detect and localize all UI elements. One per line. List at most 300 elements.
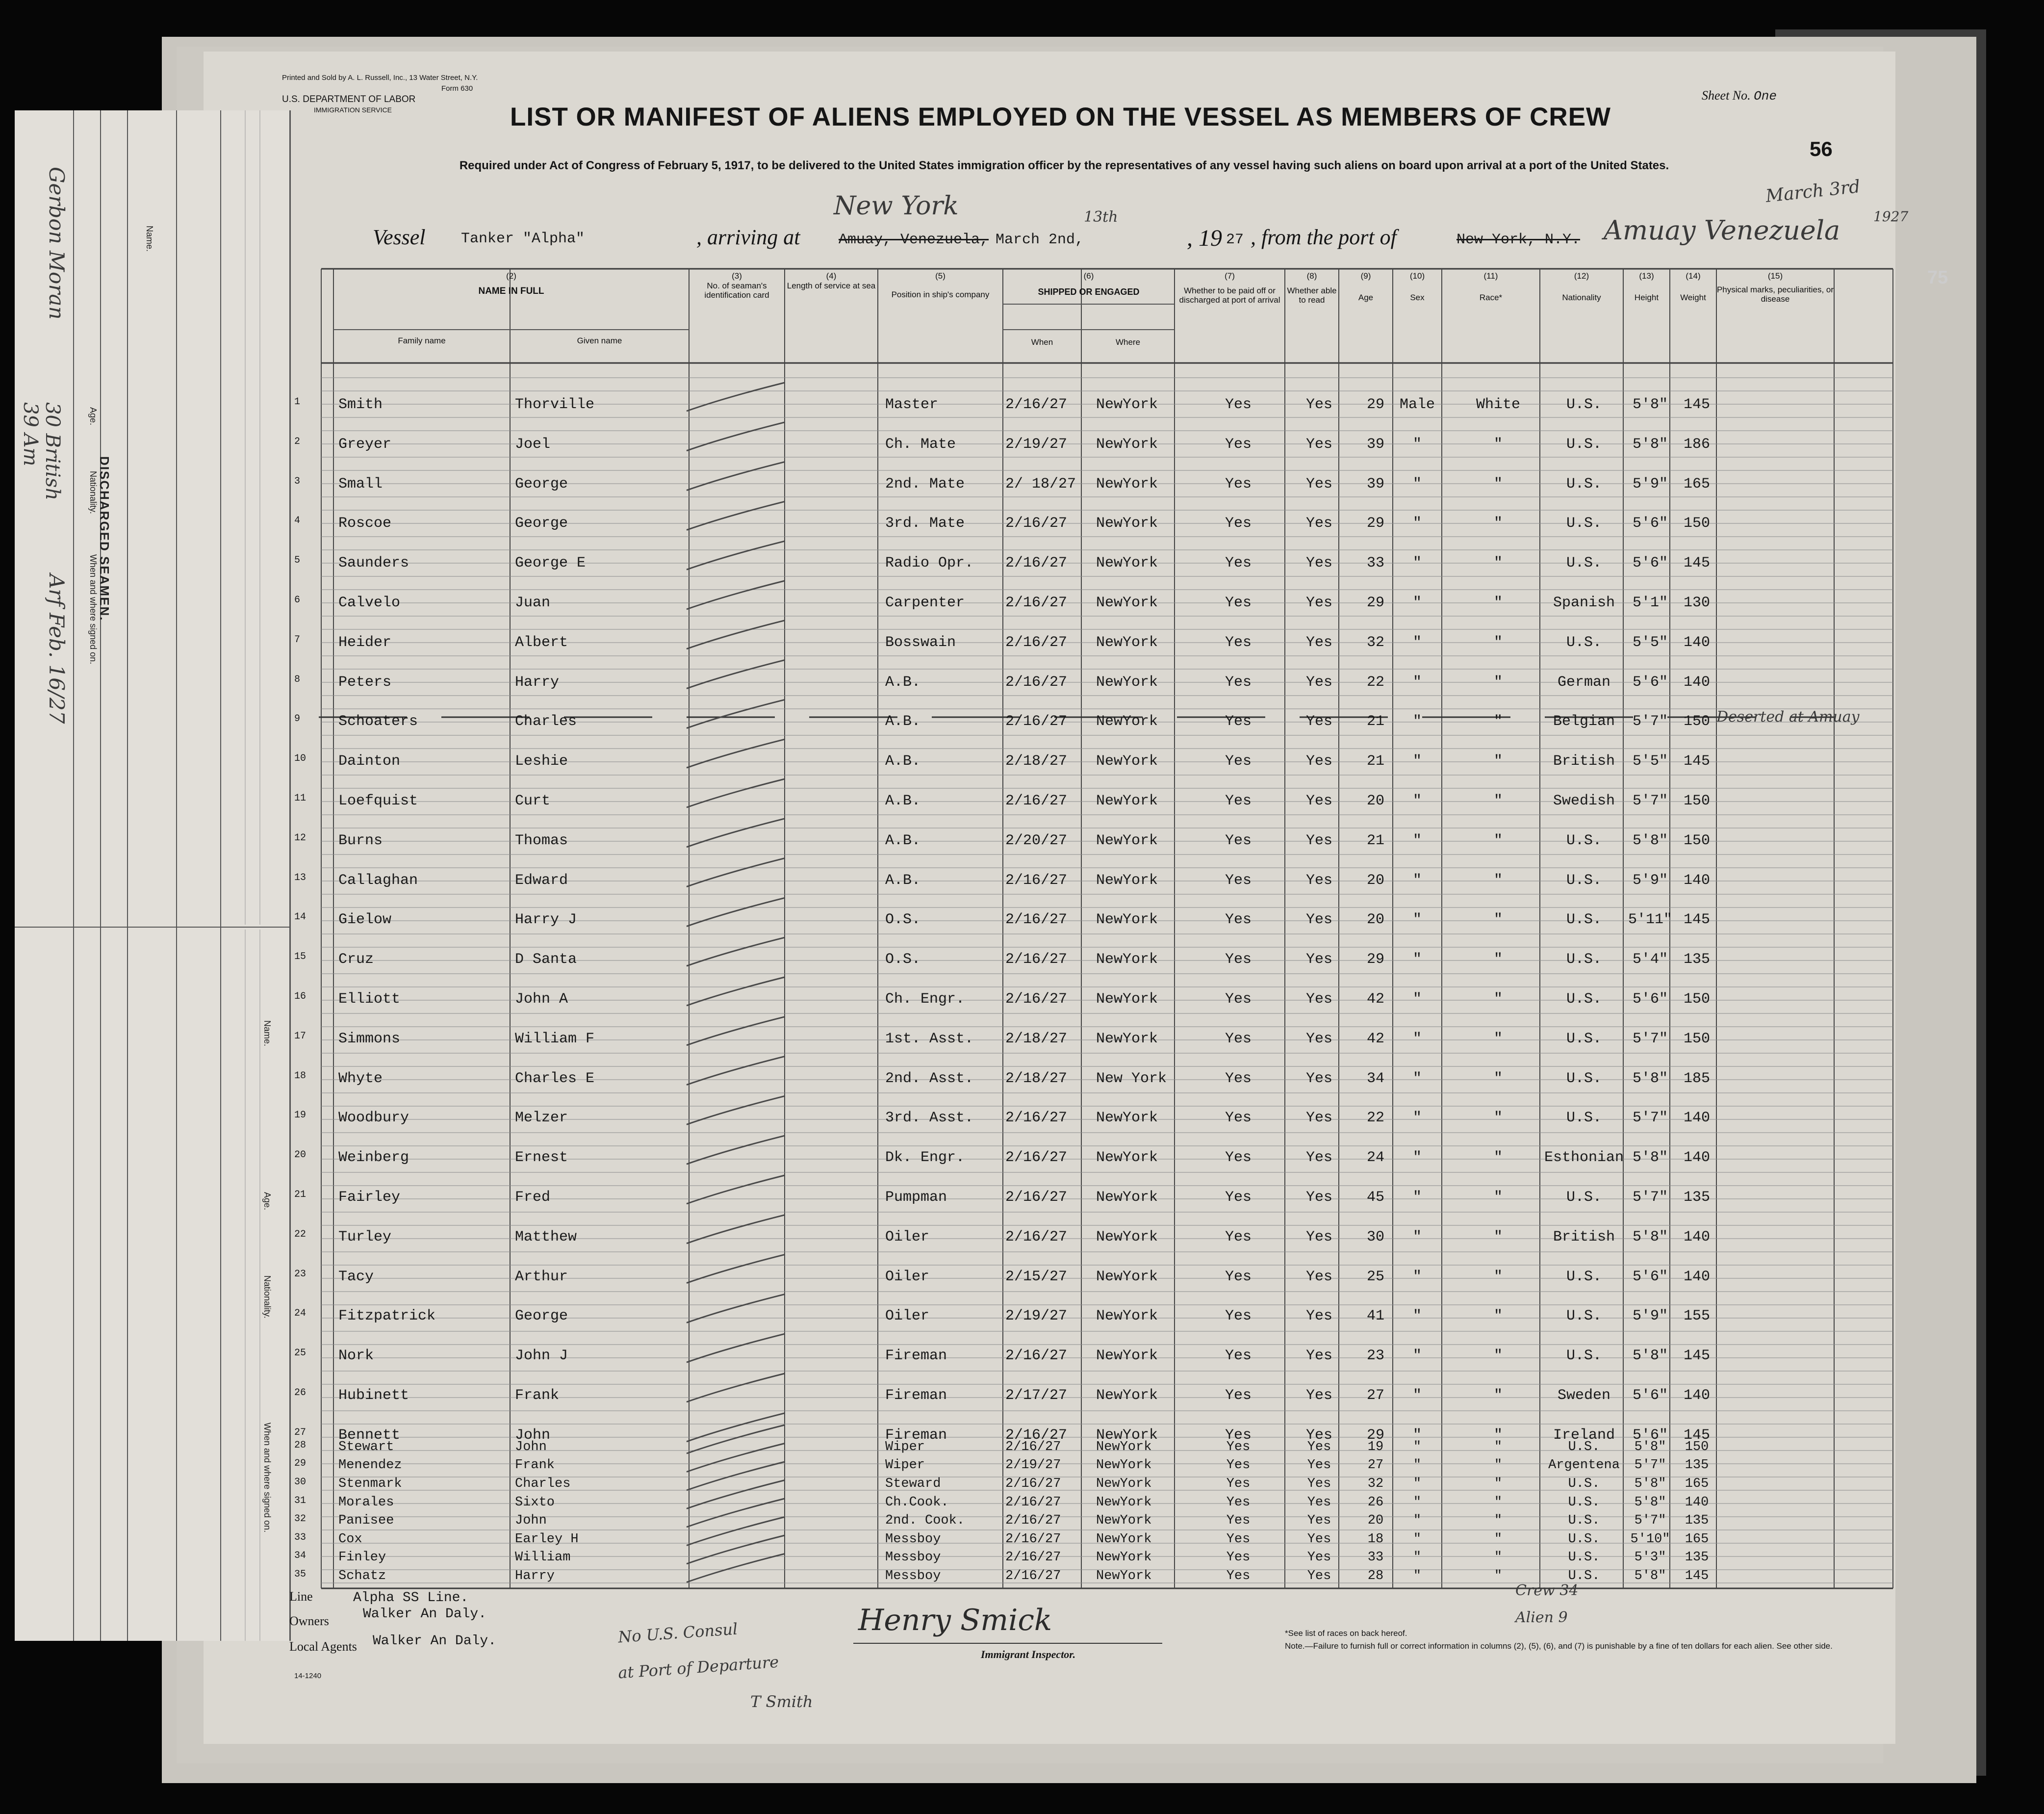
consul-hand-2: at Port of Departure	[617, 1652, 780, 1683]
cell-given: Arthur	[515, 1268, 568, 1285]
year-suffix: 27	[1226, 232, 1244, 248]
col-15-num: (15)	[1767, 271, 1783, 281]
cell-given: Harry	[515, 1569, 555, 1583]
cell-nat: Argentena	[1548, 1458, 1620, 1473]
cell-race: "	[1494, 1477, 1503, 1491]
cell-when: 2/16/27	[1005, 1477, 1061, 1491]
cell-when: 2/16/27	[1005, 872, 1068, 889]
cell-no: 26	[294, 1387, 307, 1399]
cell-family: Saunders	[338, 555, 409, 572]
cell-read: Yes	[1307, 1532, 1331, 1547]
cell-given: William	[515, 1550, 571, 1565]
cell-age: 27	[1367, 1458, 1384, 1473]
col-12-header	[1540, 271, 1623, 302]
cell-age: 22	[1366, 1110, 1384, 1127]
cell-race: "	[1493, 634, 1503, 651]
cell-age: 42	[1366, 1030, 1384, 1047]
cell-paid: Yes	[1225, 832, 1252, 849]
col-14-num: (14)	[1686, 271, 1701, 281]
cell-family: Elliott	[338, 991, 401, 1008]
cell-weight: 135	[1685, 1513, 1709, 1528]
pencil-tick	[687, 819, 785, 847]
cell-height: 5'7"	[1632, 713, 1668, 730]
cell-where: NewYork	[1096, 1030, 1158, 1047]
cell-family: Finley	[338, 1550, 386, 1565]
cell-family: Callaghan	[338, 872, 418, 889]
cell-family: Heider	[338, 634, 392, 651]
col-9-num: (9)	[1360, 271, 1371, 281]
cell-height: 5'7"	[1632, 1110, 1668, 1127]
cell-height: 5'9"	[1632, 872, 1668, 889]
col-13-header	[1623, 271, 1670, 302]
cell-read: Yes	[1305, 634, 1332, 651]
cell-age: 25	[1366, 1268, 1384, 1285]
cell-given: Thomas	[515, 832, 568, 849]
cell-no: 28	[294, 1440, 307, 1451]
cell-height: 5'6"	[1632, 1268, 1668, 1285]
date-hand: 13th	[1084, 208, 1118, 226]
cell-where: NewYork	[1096, 1550, 1152, 1565]
cell-position: Ch. Engr.	[885, 991, 965, 1008]
cell-read: Yes	[1307, 1550, 1331, 1565]
cell-age: 34	[1366, 1070, 1384, 1087]
cell-read: Yes	[1307, 1569, 1331, 1583]
cell-read: Yes	[1305, 991, 1332, 1008]
cell-no: 13	[294, 872, 307, 883]
cell-read: Yes	[1305, 951, 1332, 968]
cell-height: 5'5"	[1632, 634, 1668, 651]
cell-no: 16	[294, 991, 307, 1002]
cell-sex: "	[1412, 515, 1422, 532]
cell-read: Yes	[1305, 911, 1332, 929]
cell-where: NewYork	[1096, 1308, 1158, 1325]
cell-weight: 150	[1683, 713, 1710, 730]
cell-paid: Yes	[1225, 1268, 1252, 1285]
cell-paid: Yes	[1225, 595, 1252, 611]
col-6-header	[1003, 271, 1175, 297]
cell-age: 26	[1367, 1495, 1384, 1510]
cell-no: 32	[294, 1513, 307, 1525]
col-14-title: Weight	[1680, 292, 1706, 302]
cell-sex: "	[1412, 555, 1422, 572]
cell-race: "	[1494, 1550, 1503, 1565]
cell-paid: Yes	[1225, 951, 1252, 968]
cell-weight: 140	[1683, 1228, 1710, 1245]
cell-weight: 185	[1683, 1070, 1710, 1087]
cell-where: New York	[1096, 1070, 1167, 1087]
cell-height: 5'8"	[1634, 1440, 1666, 1454]
cell-family: Loefquist	[338, 793, 418, 809]
cell-nat: U.S.	[1566, 475, 1602, 492]
form-number-footer: 14-1240	[294, 1672, 322, 1680]
cell-nat: U.S.	[1566, 396, 1602, 413]
cell-where: NewYork	[1096, 634, 1158, 651]
pencil-tick	[687, 1554, 785, 1582]
cell-age: 45	[1366, 1189, 1384, 1206]
cell-weight: 145	[1683, 396, 1710, 413]
cell-height: 5'8"	[1634, 1477, 1666, 1491]
cell-sex: "	[1412, 1189, 1422, 1206]
cell-nat: U.S.	[1568, 1477, 1600, 1491]
left-hand-1: Gerbon Moran	[45, 167, 69, 320]
cell-where: NewYork	[1096, 1189, 1158, 1206]
cell-family: Dainton	[338, 753, 401, 770]
cell-race: "	[1493, 1426, 1503, 1444]
cell-height: 5'7"	[1632, 1030, 1668, 1047]
cell-weight: 140	[1683, 1387, 1710, 1404]
cell-family: Calvelo	[338, 595, 401, 611]
cell-race: "	[1493, 713, 1503, 730]
cell-read: Yes	[1305, 555, 1332, 572]
col-10-header	[1393, 271, 1442, 302]
cell-where: NewYork	[1096, 1495, 1152, 1510]
cell-nat: U.S.	[1566, 634, 1602, 651]
cell-age: 24	[1366, 1149, 1384, 1166]
cell-position: Carpenter	[885, 595, 965, 611]
corner-hand-2: 1927	[1873, 208, 1909, 225]
cell-no: 31	[294, 1495, 307, 1506]
cell-paid: Yes	[1226, 1550, 1251, 1565]
cell-sex: "	[1413, 1458, 1422, 1473]
cell-read: Yes	[1305, 793, 1332, 809]
cell-height: 5'8"	[1632, 1348, 1668, 1365]
cell-when: 2/19/27	[1005, 436, 1068, 453]
cell-given: Leshie	[515, 753, 568, 770]
cell-where: NewYork	[1096, 1149, 1158, 1166]
cell-position: O.S.	[885, 911, 921, 929]
cell-paid: Yes	[1225, 674, 1252, 691]
cell-when: 2/15/27	[1005, 1268, 1068, 1285]
cell-remark: Deserted at Amuay	[1716, 708, 1860, 726]
cell-nat: Ireland	[1553, 1426, 1615, 1444]
cell-read: Yes	[1305, 515, 1332, 532]
cell-no: 12	[294, 832, 307, 844]
cell-when: 2/16/27	[1005, 674, 1068, 691]
col-5-title: Position in ship's company	[891, 289, 990, 299]
cell-weight: 140	[1683, 872, 1710, 889]
cell-height: 5'6"	[1632, 1387, 1668, 1404]
cell-height: 5'9"	[1632, 1308, 1668, 1325]
cell-given: John J	[515, 1348, 568, 1365]
cell-no: 27	[294, 1426, 307, 1438]
form-number: Form 630	[441, 84, 473, 93]
cell-race: "	[1493, 1189, 1503, 1206]
cell-when: 2/16/27	[1005, 396, 1068, 413]
cell-age: 30	[1366, 1228, 1384, 1245]
cell-sex: "	[1412, 793, 1422, 809]
cell-age: 27	[1366, 1387, 1384, 1404]
cell-weight: 145	[1683, 555, 1710, 572]
cell-weight: 150	[1683, 793, 1710, 809]
cell-no: 14	[294, 911, 307, 923]
cell-sex: "	[1412, 1228, 1422, 1245]
cell-no: 19	[294, 1110, 307, 1121]
cell-nat: U.S.	[1568, 1513, 1600, 1528]
cell-weight: 135	[1683, 1189, 1710, 1206]
cell-paid: Yes	[1226, 1513, 1251, 1528]
cell-age: 32	[1367, 1477, 1384, 1491]
cell-read: Yes	[1305, 872, 1332, 889]
cell-position: A.B.	[885, 793, 921, 809]
cell-no: 23	[294, 1268, 307, 1280]
service: IMMIGRATION SERVICE	[314, 106, 392, 114]
agents-label: Local Agents	[289, 1639, 357, 1654]
cell-when: 2/16/27	[1005, 595, 1068, 611]
cell-sex: "	[1412, 951, 1422, 968]
cell-given: D Santa	[515, 951, 577, 968]
cell-age: 20	[1366, 911, 1384, 929]
inspector-label: Immigrant Inspector.	[981, 1648, 1076, 1660]
cell-position: Radio Opr.	[885, 555, 974, 572]
cell-nat: U.S.	[1566, 991, 1602, 1008]
cell-weight: 150	[1683, 1030, 1710, 1047]
cell-when: 2/16/27	[1005, 515, 1068, 532]
cell-position: 1st. Asst.	[885, 1030, 974, 1047]
cell-age: 28	[1367, 1569, 1384, 1583]
cell-given: Charles E	[515, 1070, 595, 1087]
cell-where: NewYork	[1096, 872, 1158, 889]
cell-paid: Yes	[1225, 396, 1252, 413]
cell-age: 29	[1366, 396, 1384, 413]
cell-paid: Yes	[1225, 1149, 1252, 1166]
cell-sex: "	[1412, 872, 1422, 889]
cell-no: 7	[294, 634, 301, 646]
cell-sex: "	[1412, 911, 1422, 929]
cell-given: William F	[515, 1030, 595, 1047]
cell-race: "	[1493, 1387, 1503, 1404]
cell-paid: Yes	[1225, 555, 1252, 572]
col-given-header: Given name	[577, 336, 622, 345]
cell-family: Tacy	[338, 1268, 374, 1285]
cell-position: Messboy	[885, 1532, 941, 1547]
cell-position: Messboy	[885, 1550, 941, 1565]
cell-when: 2/16/27	[1005, 911, 1068, 929]
cell-family: Panisee	[338, 1513, 394, 1528]
cell-when: 2/16/27	[1005, 713, 1068, 730]
cell-nat: U.S.	[1566, 911, 1602, 929]
sheet-no-value: One	[1754, 89, 1777, 104]
cell-race: "	[1493, 595, 1503, 611]
inspector-signature-line	[853, 1638, 1167, 1648]
cell-age: 29	[1366, 515, 1384, 532]
cell-position: A.B.	[885, 674, 921, 691]
pencil-tick	[687, 1294, 785, 1322]
cell-family: Weinberg	[338, 1149, 409, 1166]
cell-sex: "	[1412, 1070, 1422, 1087]
sheet-no-label: Sheet No.	[1702, 88, 1751, 103]
cell-paid: Yes	[1226, 1477, 1251, 1491]
cell-age: 33	[1366, 555, 1384, 572]
cell-weight: 145	[1683, 753, 1710, 770]
col-15-title: Physical marks, peculiarities, or disease	[1716, 285, 1834, 304]
col-2-title: NAME IN FULL	[478, 285, 544, 296]
cell-family: Fairley	[338, 1189, 401, 1206]
cell-age: 33	[1367, 1550, 1384, 1565]
left-lower-age: Age.	[262, 1192, 272, 1211]
cell-height: 5'4"	[1632, 951, 1668, 968]
line-value: Alpha SS Line.	[353, 1590, 469, 1606]
cell-race: "	[1493, 1228, 1503, 1245]
col-14-header	[1670, 271, 1716, 302]
cell-read: Yes	[1305, 1348, 1332, 1365]
cell-height: 5'3"	[1634, 1550, 1666, 1565]
cell-race: "	[1493, 674, 1503, 691]
cell-position: A.B.	[885, 753, 921, 770]
cell-given: Thorville	[515, 396, 595, 413]
cell-family: Turley	[338, 1228, 392, 1245]
cell-nat: U.S.	[1566, 436, 1602, 453]
cell-position: Wiper	[885, 1458, 925, 1473]
cell-race: "	[1493, 1030, 1503, 1047]
cell-when: 2/16/27	[1005, 793, 1068, 809]
cell-race: "	[1493, 911, 1503, 929]
cell-race: "	[1493, 1268, 1503, 1285]
cell-when: 2/16/27	[1005, 1110, 1068, 1127]
cell-family: Greyer	[338, 436, 392, 453]
left-hand-3: 30 British	[41, 402, 64, 501]
cell-paid: Yes	[1225, 1387, 1252, 1404]
cell-position: A.B.	[885, 832, 921, 849]
pencil-tick	[687, 422, 785, 451]
cell-weight: 145	[1685, 1569, 1709, 1583]
printer-line: Printed and Sold by A. L. Russell, Inc., 13 Water Street, N.Y.	[282, 74, 478, 82]
cell-where: NewYork	[1096, 1477, 1152, 1491]
cell-race: "	[1494, 1532, 1503, 1547]
cell-paid: Yes	[1225, 1308, 1252, 1325]
cell-nat: U.S.	[1566, 515, 1602, 532]
cell-when: 2/17/27	[1005, 1387, 1068, 1404]
cell-paid: Yes	[1225, 1110, 1252, 1127]
left-hand-4: Arf Feb. 16/27	[45, 574, 69, 724]
cell-nat: U.S.	[1566, 1268, 1602, 1285]
cell-when: 2/16/27	[1005, 555, 1068, 572]
cell-race: "	[1494, 1495, 1503, 1510]
cell-read: Yes	[1305, 674, 1332, 691]
cell-given: George	[515, 1308, 568, 1325]
cell-where: NewYork	[1096, 475, 1158, 492]
cell-position: Pumpman	[885, 1189, 947, 1206]
cell-where: NewYork	[1096, 713, 1158, 730]
col-2-header	[333, 271, 689, 296]
year-prefix: , 19	[1187, 225, 1222, 251]
cell-age: 39	[1366, 475, 1384, 492]
pencil-tick	[687, 462, 785, 491]
cell-paid: Yes	[1225, 1070, 1252, 1087]
cell-family: Hubinett	[338, 1387, 409, 1404]
cell-paid: Yes	[1225, 1426, 1252, 1444]
cell-no: 17	[294, 1030, 307, 1042]
cell-nat: U.S.	[1566, 1348, 1602, 1365]
cell-paid: Yes	[1225, 1348, 1252, 1365]
cell-weight: 145	[1683, 911, 1710, 929]
left-lower-when: When and where signed on.	[262, 1423, 272, 1533]
cell-given: Frank	[515, 1458, 555, 1473]
cell-family: Peters	[338, 674, 392, 691]
cell-nat: U.S.	[1568, 1550, 1600, 1565]
col-8-title: Whether able to read	[1287, 285, 1337, 305]
cell-read: Yes	[1305, 1308, 1332, 1325]
cell-read: Yes	[1305, 1030, 1332, 1047]
cell-sex: "	[1413, 1477, 1422, 1491]
cell-age: 23	[1366, 1348, 1384, 1365]
cell-no: 2	[294, 436, 301, 447]
cell-given: Curt	[515, 793, 551, 809]
pencil-tick	[687, 1462, 785, 1490]
cell-given: Harry	[515, 674, 560, 691]
col-7-header	[1175, 271, 1285, 305]
cell-read: Yes	[1305, 832, 1332, 849]
cell-sex: "	[1413, 1495, 1422, 1510]
cell-height: 5'10"	[1630, 1532, 1670, 1547]
cell-age: 19	[1367, 1440, 1384, 1454]
cell-given: John	[515, 1426, 551, 1444]
cell-weight: 155	[1683, 1308, 1710, 1325]
cell-nat: U.S.	[1568, 1440, 1600, 1454]
cell-given: Matthew	[515, 1228, 577, 1245]
cell-given: Juan	[515, 595, 551, 611]
cell-given: George	[515, 475, 568, 492]
cell-nat: Belgian	[1553, 713, 1615, 730]
cell-where: NewYork	[1096, 951, 1158, 968]
cell-race: "	[1493, 1149, 1503, 1166]
cell-where: NewYork	[1096, 1440, 1152, 1454]
cell-sex: "	[1412, 1348, 1422, 1365]
pencil-tick	[687, 581, 785, 609]
col-11-num: (11)	[1483, 271, 1498, 281]
cell-sex: Male	[1399, 396, 1435, 413]
cell-height: 5'8"	[1632, 1228, 1668, 1245]
cell-no: 1	[294, 396, 301, 408]
date-typed: March 2nd,	[996, 232, 1084, 248]
cell-when: 2/ 18/27	[1005, 475, 1076, 492]
cell-race: "	[1493, 1308, 1503, 1325]
cell-read: Yes	[1305, 1268, 1332, 1285]
cell-paid: Yes	[1226, 1495, 1251, 1510]
cell-sex: "	[1412, 991, 1422, 1008]
cell-paid: Yes	[1225, 436, 1252, 453]
cell-weight: 140	[1683, 1268, 1710, 1285]
cell-race: "	[1493, 1070, 1503, 1087]
cell-position: Bosswain	[885, 634, 956, 651]
cell-paid: Yes	[1225, 1228, 1252, 1245]
consul-hand-3: T Smith	[750, 1692, 813, 1711]
cell-position: Dk. Engr.	[885, 1149, 965, 1166]
cell-height: 5'6"	[1632, 515, 1668, 532]
cell-paid: Yes	[1225, 753, 1252, 770]
cell-race: "	[1494, 1458, 1503, 1473]
cell-position: Fireman	[885, 1387, 947, 1404]
col-when-header: When	[1031, 337, 1053, 347]
col-2-num: (2)	[506, 271, 516, 281]
col-8-header	[1285, 271, 1339, 305]
cell-height: 5'8"	[1632, 832, 1668, 849]
cell-sex: "	[1412, 595, 1422, 611]
cell-height: 5'8"	[1632, 396, 1668, 413]
cell-nat: Swedish	[1553, 793, 1615, 809]
cell-weight: 140	[1683, 634, 1710, 651]
cell-height: 5'7"	[1634, 1458, 1666, 1473]
pencil-tick	[687, 1175, 785, 1204]
cell-nat: U.S.	[1566, 1308, 1602, 1325]
pencil-tick	[687, 1057, 785, 1085]
cell-no: 33	[294, 1532, 307, 1543]
cell-when: 2/18/27	[1005, 753, 1068, 770]
pencil-tick	[687, 739, 785, 768]
cell-no: 11	[294, 793, 307, 804]
cell-sex: "	[1412, 674, 1422, 691]
cell-when: 2/16/27	[1005, 1513, 1061, 1528]
cell-given: Charles	[515, 1477, 571, 1491]
